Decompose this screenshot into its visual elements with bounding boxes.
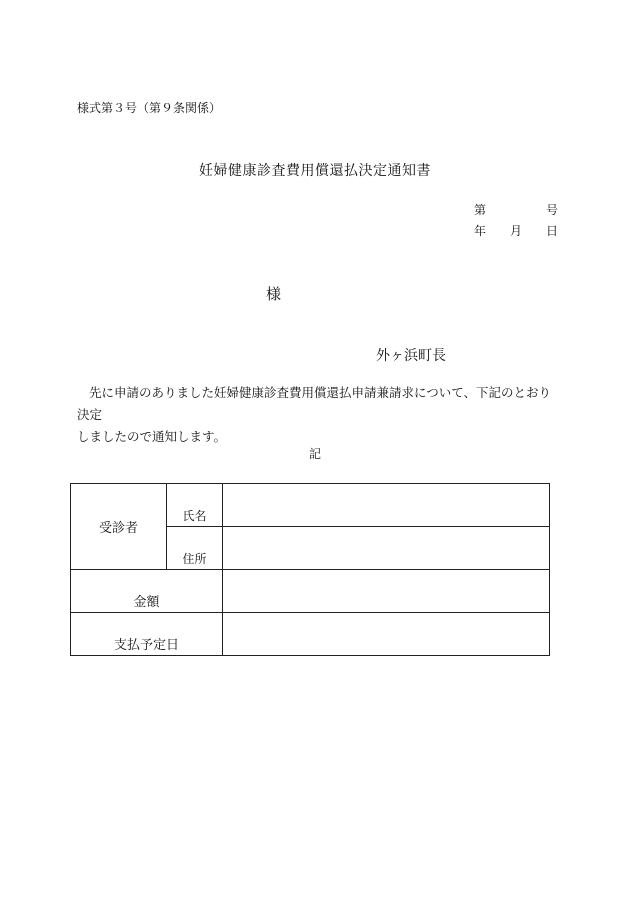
name-label: 氏名 xyxy=(167,484,223,527)
payment-date-label: 支払予定日 xyxy=(71,613,223,656)
amount-field[interactable] xyxy=(223,570,550,613)
date-year: 年 xyxy=(474,224,487,238)
document-title: 妊婦健康診査費用償還払決定通知書 xyxy=(199,163,431,179)
date-month: 月 xyxy=(510,224,523,238)
address-label: 住所 xyxy=(167,527,223,570)
doc-number-suffix: 号 xyxy=(546,203,559,217)
doc-number-prefix: 第 xyxy=(474,203,487,217)
date-day: 日 xyxy=(546,224,559,238)
amount-label: 金額 xyxy=(71,570,223,613)
form-number: 様式第３号（第９条関係） xyxy=(77,101,222,115)
issuer: 外ヶ浜町長 xyxy=(376,348,446,364)
payment-date-field[interactable] xyxy=(223,613,550,656)
recipient-label: 受診者 xyxy=(71,484,167,570)
address-field[interactable] xyxy=(223,527,550,570)
details-table xyxy=(70,483,550,656)
addressee-suffix: 様 xyxy=(266,285,282,303)
ki-heading: 記 xyxy=(308,447,321,461)
name-field[interactable] xyxy=(223,484,550,527)
body-line-1: 先に申請のありました妊婦健康診査費用償還払申請兼請求について、下記のとおり決定 xyxy=(77,385,552,422)
body-line-2: しましたので通知します。 xyxy=(77,429,227,444)
body-text xyxy=(77,382,561,448)
